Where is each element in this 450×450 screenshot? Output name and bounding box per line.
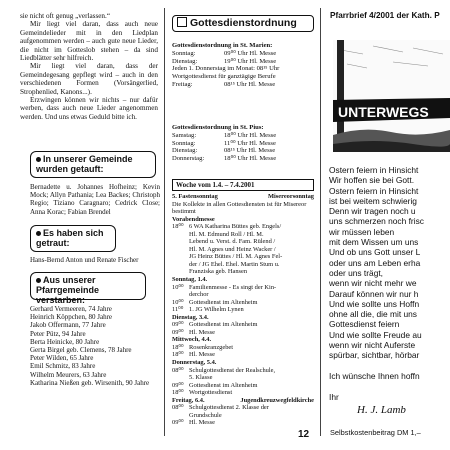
day-label: Freitag, 6.4. bbox=[172, 396, 205, 404]
service-entry bbox=[172, 367, 314, 375]
letter-paragraph: Mir liegt viel daran, dass auch neue Gemeindelieder mit in den Liedplan aufgenommen werden – auch gute neue Lieder, die nicht im Gotteslob stehen – da sind Liedblätter sehr hilfreich. bbox=[20, 20, 158, 63]
schedule-row: Donnerstag: 18⁰⁰ Uhr Hl. Messe bbox=[172, 155, 277, 163]
poem-line: wenn wir nicht mehr we bbox=[329, 278, 417, 289]
service-time bbox=[172, 231, 189, 239]
service-text: Franziska geb. Hansen bbox=[189, 268, 248, 276]
service-text: Gottesdienst im Altenheim bbox=[189, 321, 258, 329]
st-pius-heading: Gottesdienstordnung in St. Pius: bbox=[172, 124, 264, 131]
poem-line: Ich wünsche Ihnen hoffn bbox=[329, 370, 420, 381]
service-time: 10⁰⁰ bbox=[172, 298, 184, 306]
service-entry bbox=[172, 419, 314, 427]
service-entry bbox=[172, 306, 314, 314]
day-label: 5. Fastensonntag bbox=[172, 193, 218, 200]
service-text: 1. JG Wilhelm Lynen bbox=[189, 306, 244, 314]
baptism-heading-box bbox=[30, 151, 156, 178]
week-day-heading: Vorabendmesse bbox=[172, 215, 215, 223]
service-text: der / JG Ehel. Ehel. Martin Stum u. bbox=[189, 260, 280, 268]
service-text: Hl. Messe bbox=[189, 351, 215, 359]
handwritten-signature: H. J. Lamb bbox=[357, 404, 406, 416]
service-text: JG Heinz Büttes / Hl. M. Agnes Fel- bbox=[189, 253, 283, 261]
list-item: Gerta Birgel geb. Clemens, 78 Jahre bbox=[30, 346, 132, 355]
bullet-icon bbox=[36, 157, 41, 162]
poem-line: ohne all die, die mit uns bbox=[329, 309, 417, 320]
day-note: Jugendkreuzwegfeldkirche bbox=[240, 396, 314, 404]
service-entry bbox=[172, 404, 314, 412]
cover-photo bbox=[333, 40, 450, 152]
service-entry bbox=[172, 253, 314, 261]
service-time: 08⁰⁰ bbox=[172, 366, 184, 374]
service-entry bbox=[172, 382, 314, 390]
week-day-heading: Donnerstag, 5.4. bbox=[172, 359, 217, 367]
list-item: Wilhelm Meurers, 63 Jahre bbox=[30, 370, 107, 379]
column-divider bbox=[320, 8, 321, 436]
service-text: Hl. M. Agnes und Heinz Wacker / bbox=[189, 245, 276, 253]
baptism-heading: In unserer Gemeinde wurden getauft: bbox=[36, 154, 133, 174]
letter-paragraph: Mir liegt viel daran, dass der Gemeindegesang gepflegt wird – auch in den verschiedenen Formen (Vorsängerlied, Strophenlied, Kanons...). bbox=[20, 62, 158, 96]
week-day-heading: Sonntag, 1.4. bbox=[172, 276, 208, 284]
list-item: Katharina Nießen geb. Wirsenith, 90 Jahre bbox=[30, 378, 150, 387]
price-note: Selbstkostenbeitrag DM 1,– bbox=[330, 428, 421, 437]
st-pius-schedule bbox=[172, 124, 314, 163]
service-time: 11⁰⁰ bbox=[172, 306, 184, 314]
column-divider bbox=[164, 8, 165, 436]
service-entry bbox=[172, 291, 314, 299]
schedule-row: Sonntag: 11⁰⁰ Uhr Hl. Messe bbox=[172, 139, 276, 147]
service-text: 6 WA Katharina Büttes geb. Engels/ bbox=[189, 223, 282, 231]
week-note: Die Kollekte in allen Gottesdiensten ist für Misereor bestimmt bbox=[172, 200, 307, 216]
letter-paragraph: Erzwingen können wir nichts – nur dafür werben, dass auch neue Lieder angenommen werden. Und uns etwas Geduld bitte ich. bbox=[20, 96, 158, 121]
week-day-heading bbox=[172, 193, 314, 201]
service-time: 10⁰⁰ bbox=[172, 283, 184, 291]
poem-line: uns schmerzen noch frisc bbox=[329, 216, 424, 227]
easter-poem bbox=[329, 165, 450, 402]
deceased-list bbox=[30, 305, 160, 387]
service-text: Lebend u. Verst. d. Fam. Rülend / bbox=[189, 238, 276, 246]
service-entry bbox=[172, 238, 314, 246]
service-entry bbox=[172, 246, 314, 254]
poem-line: Ihr bbox=[329, 391, 339, 402]
poem-line: Ostern feiern in Hinsicht bbox=[329, 185, 419, 196]
service-text: Familienmesse - Es singt der Kin- bbox=[189, 283, 277, 291]
schedule-row: Dienstag: 19⁰⁰ Uhr Hl. Messe bbox=[172, 57, 277, 65]
page-number: 12 bbox=[298, 429, 310, 440]
service-time bbox=[172, 412, 189, 420]
st-marien-heading: Gottesdienstordnung in St. Marien: bbox=[172, 42, 273, 49]
poem-line: oder uns trägt, bbox=[329, 267, 384, 278]
newsletter-masthead: Pfarrbrief 4/2001 der Kath. P bbox=[330, 11, 440, 20]
poem-line: Und wie sollte uns Hoffn bbox=[329, 298, 420, 309]
deceased-heading: Aus unserer Pfarrgemeinde verstarben: bbox=[36, 275, 100, 305]
list-item: Berta Heinicke, 80 Jahre bbox=[30, 337, 100, 346]
service-entry bbox=[172, 389, 314, 397]
service-time: 08⁰⁰ bbox=[172, 404, 184, 412]
service-text: Hl. M. Edmund Roll / Hl. M. bbox=[189, 230, 264, 238]
service-time: 18⁰⁰ bbox=[172, 351, 184, 359]
bullet-icon bbox=[36, 231, 41, 236]
service-entry bbox=[172, 299, 314, 307]
poem-line: Wir hoffen sie bei Gott. bbox=[329, 175, 415, 186]
service-entry bbox=[172, 374, 314, 382]
poem-line: Darauf können wir nur h bbox=[329, 288, 419, 299]
schedule-row: Jeden 1. Donnerstag im Monat: 08¹⁵ Uhr bbox=[172, 65, 280, 73]
service-entry bbox=[172, 284, 314, 292]
service-entry bbox=[172, 223, 314, 231]
services-heading-box bbox=[172, 15, 314, 32]
service-text: Gottesdienst im Altenheim bbox=[189, 381, 258, 389]
poem-line: mit dem Wissen um uns bbox=[329, 237, 419, 248]
poem-line: Denn wir tragen noch u bbox=[329, 206, 416, 217]
st-marien-schedule bbox=[172, 42, 314, 89]
poem-line bbox=[329, 381, 450, 391]
letter-paragraph: sie nicht oft genug „verlassen.“ bbox=[20, 12, 111, 20]
photo-caption: UNTERWEGS bbox=[338, 104, 429, 120]
service-time: 18⁰⁰ bbox=[172, 223, 184, 231]
service-entry bbox=[172, 344, 314, 352]
service-time: 09⁰⁰ bbox=[172, 321, 184, 329]
poem-line: Gottesdienst feiern bbox=[329, 319, 400, 330]
week-schedule bbox=[172, 193, 314, 427]
service-time bbox=[172, 261, 189, 269]
service-text: Gottesdienst im Altenheim bbox=[189, 298, 258, 306]
poem-line: wir müssen leben bbox=[329, 226, 395, 237]
service-entry bbox=[172, 268, 314, 276]
service-entry bbox=[172, 351, 314, 359]
service-time: 18⁰⁰ bbox=[172, 389, 184, 397]
book-icon bbox=[177, 17, 187, 27]
service-text: Hl. Messe bbox=[189, 419, 215, 427]
schedule-row: Samstag: 18⁰⁰ Uhr Hl. Messe bbox=[172, 131, 277, 139]
marriage-list: Hans-Bernd Anton und Renate Fischer bbox=[30, 256, 139, 264]
poem-line: ist bei weitem schwierig bbox=[329, 195, 417, 206]
poem-line: wenn wir nicht Auferste bbox=[329, 340, 416, 351]
poem-line: Ostern feiern in Hinsicht bbox=[329, 165, 419, 175]
service-time: 09⁰⁰ bbox=[172, 328, 184, 336]
schedule-row: Wortgottesdienst für ganztägige Berufe bbox=[172, 73, 276, 81]
week-heading: Woche vom 1.4. – 7.4.2001 bbox=[172, 179, 314, 191]
service-text: Rosenkranzgebet bbox=[189, 343, 234, 351]
service-time bbox=[172, 253, 189, 261]
poem-line: oder uns am Leben erha bbox=[329, 257, 421, 268]
service-entry bbox=[172, 321, 314, 329]
baptism-list: Bernadette u. Johannes Hofheinz; Kevin Mock; Allyn Pathania; Lea Backes; Christoph Regio; Tiziano Caragnaro; Cedrick Close; Anna Korac; Fabian Brendel bbox=[30, 183, 160, 216]
service-text: Wortgottesdienst bbox=[189, 389, 233, 397]
service-time bbox=[172, 374, 189, 382]
service-text: Schulgottesdienst der Realschule, bbox=[189, 366, 276, 374]
day-note: Misereorsonntag bbox=[267, 193, 314, 200]
service-entry bbox=[172, 412, 314, 420]
road-sign-illustration bbox=[333, 40, 450, 152]
poem-line bbox=[329, 361, 450, 371]
deceased-heading-box bbox=[30, 272, 146, 305]
marriage-heading: Es haben sich getraut: bbox=[36, 228, 104, 248]
service-text: Grundschule bbox=[189, 411, 222, 419]
service-time bbox=[172, 291, 189, 299]
list-item: Gerhard Vermeeren, 74 Jahre bbox=[30, 305, 112, 313]
list-item: Peter Wilden, 65 Jahre bbox=[30, 354, 94, 363]
schedule-row: Sonntag: 09⁰⁰ Uhr Hl. Messe bbox=[172, 49, 277, 57]
service-text: Schulgottesdienst 2. Klasse der bbox=[189, 404, 269, 412]
poem-line: spürbar, sichtbar, hörbar bbox=[329, 350, 420, 361]
list-item: Emil Schmitz, 83 Jahre bbox=[30, 362, 96, 371]
marriage-heading-box bbox=[30, 225, 116, 252]
services-heading: Gottesdienstordnung bbox=[190, 17, 297, 29]
service-time: 18⁰⁰ bbox=[172, 343, 184, 351]
list-item: Peter Pütz, 94 Jahre bbox=[30, 329, 86, 338]
service-entry bbox=[172, 231, 314, 239]
poem-line: Und ob uns Gott unser L bbox=[329, 247, 421, 258]
week-day-heading: Dienstag, 3.4. bbox=[172, 313, 209, 321]
poem-line: Und wie sollte Freude au bbox=[329, 329, 422, 340]
service-text: 5. Klasse bbox=[189, 374, 213, 382]
service-time bbox=[172, 268, 189, 276]
service-text: Hl. Messe bbox=[189, 328, 215, 336]
list-item: Jakob Offermann, 77 Jahre bbox=[30, 321, 106, 330]
service-time: 09⁰⁰ bbox=[172, 381, 184, 389]
list-item: Heinrich Köppchen, 80 Jahre bbox=[30, 313, 113, 322]
service-text: derchor bbox=[189, 291, 209, 299]
schedule-row: Freitag: 08¹⁵ Uhr Hl. Messe bbox=[172, 80, 276, 88]
schedule-row: Dienstag: 08¹⁵ Uhr Hl. Messe bbox=[172, 147, 276, 155]
service-time bbox=[172, 238, 189, 246]
service-entry bbox=[172, 329, 314, 337]
bullet-icon bbox=[36, 278, 41, 283]
pastor-letter bbox=[20, 12, 158, 121]
service-time bbox=[172, 246, 189, 254]
week-day-heading bbox=[172, 397, 314, 405]
week-day-heading: Mittwoch, 4.4. bbox=[172, 336, 212, 344]
service-entry bbox=[172, 261, 314, 269]
service-time: 09⁰⁰ bbox=[172, 419, 184, 427]
